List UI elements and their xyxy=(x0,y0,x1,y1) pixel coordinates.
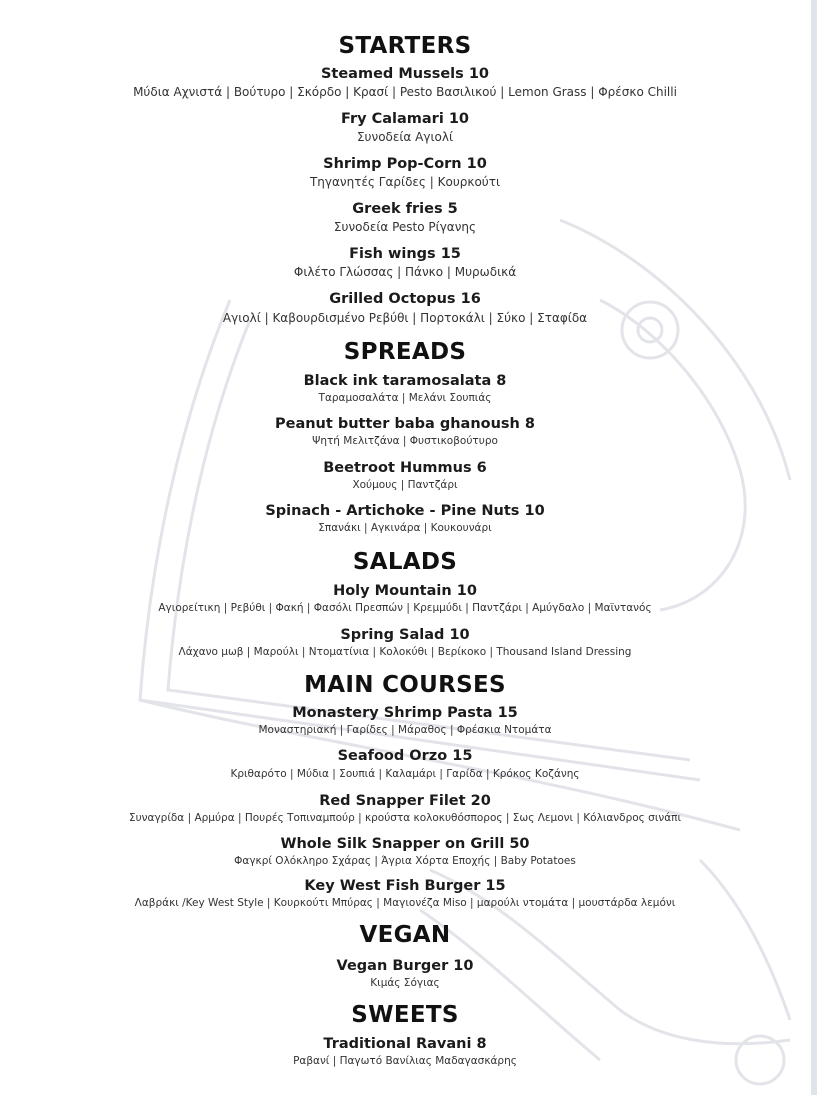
dish-name: Fry Calamari 10 xyxy=(340,111,470,127)
section-title-salads: SALADS xyxy=(352,549,458,575)
dish-description: Κριθαρότο | Μύδια | Σουπιά | Καλαμάρι | Γαρίδα | Κρόκος Κοζάνης xyxy=(230,768,580,780)
section-title-main-courses: MAIN COURSES xyxy=(304,672,506,698)
dish-description: Μύδια Αχνιστά | Βούτυρο | Σκόρδο | Κρασί | Pesto Βασιλικού | Lemon Grass | Φρέσκο Chilli xyxy=(133,85,677,99)
section-title-starters: STARTERS xyxy=(338,33,472,59)
dish-description: Σπανάκι | Αγκινάρα | Κουκουνάρι xyxy=(318,522,492,534)
dish-description: Συναγρίδα | Αρμύρα | Πουρές Τοπιναμπούρ | κρούστα κολοκυθόσπορος | Σως Λεμονι | Κόλιανδρος σινάπι xyxy=(128,812,682,824)
dish-name: Beetroot Hummus 6 xyxy=(323,460,487,476)
dish-name: Shrimp Pop-Corn 10 xyxy=(323,156,487,172)
dish-description: Συνοδεία Αγιολί xyxy=(356,130,454,144)
dish-description: Ραβανί | Παγωτό Βανίλιας Μαδαγασκάρης xyxy=(293,1055,517,1067)
dish-name: Peanut butter baba ghanoush 8 xyxy=(274,416,536,432)
dish-name: Greek fries 5 xyxy=(352,201,458,217)
dish-name: Traditional Ravani 8 xyxy=(323,1036,487,1052)
dish-name: Spring Salad 10 xyxy=(340,627,470,643)
dish-description: Ταραμοσαλάτα | Μελάνι Σουπιάς xyxy=(318,392,492,404)
dish-name: Holy Mountain 10 xyxy=(333,583,477,599)
dish-description: Ψητή Μελιτζάνα | Φυστικοβούτυρο xyxy=(312,435,498,447)
dish-description: Μοναστηριακή | Γαρίδες | Μάραθος | Φρέσκια Ντομάτα xyxy=(258,724,552,736)
dish-description: Αγιορείτικη | Ρεβύθι | Φακή | Φασόλι Πρεσπών | Κρεμμύδι | Παντζάρι | Αμύγδαλο | Μαϊντανός xyxy=(158,602,652,614)
dish-description: Κιμάς Σόγιας xyxy=(370,977,440,989)
dish-description: Συνοδεία Pesto Ρίγανης xyxy=(333,220,477,234)
dish-name: Monastery Shrimp Pasta 15 xyxy=(292,705,518,721)
dish-description: Φιλέτο Γλώσσας | Πάνκο | Μυρωδικά xyxy=(293,265,517,279)
dish-description: Φαγκρί Ολόκληρο Σχάρας | Άγρια Χόρτα Εποχής | Baby Potatoes xyxy=(234,855,576,867)
dish-name: Vegan Burger 10 xyxy=(336,958,474,974)
dish-description: Λάχανο μωβ | Μαρούλι | Ντοματίνια | Κολοκύθι | Βερίκοκο | Thousand Island Dressing xyxy=(178,646,632,658)
dish-name: Steamed Mussels 10 xyxy=(320,66,490,82)
dish-description: Χούμους | Παντζάρι xyxy=(352,479,458,491)
dish-name: Seafood Orzo 15 xyxy=(337,748,473,764)
section-title-spreads: SPREADS xyxy=(343,339,467,365)
dish-name: Whole Silk Snapper on Grill 50 xyxy=(280,836,530,852)
dish-name: Key West Fish Burger 15 xyxy=(304,878,506,894)
dish-name: Red Snapper Filet 20 xyxy=(319,793,491,809)
dish-name: Black ink taramosalata 8 xyxy=(303,373,507,389)
dish-name: Spinach - Artichoke - Pine Nuts 10 xyxy=(265,503,545,519)
section-title-vegan: VEGAN xyxy=(359,922,451,948)
section-title-sweets: SWEETS xyxy=(351,1002,459,1028)
dish-description: Τηγανητές Γαρίδες | Κουρκούτι xyxy=(309,175,501,189)
dish-description: Αγιολί | Καβουρδισμένο Ρεβύθι | Πορτοκάλι | Σύκο | Σταφίδα xyxy=(222,311,588,325)
dish-description: Λαβράκι /Key West Style | Κουρκούτι Μπύρας | Μαγιονέζα Miso | μαρούλι ντομάτα | μουστάρδα λεμόνι xyxy=(134,897,676,909)
dish-name: Grilled Octopus 16 xyxy=(329,291,481,307)
dish-name: Fish wings 15 xyxy=(349,246,461,262)
